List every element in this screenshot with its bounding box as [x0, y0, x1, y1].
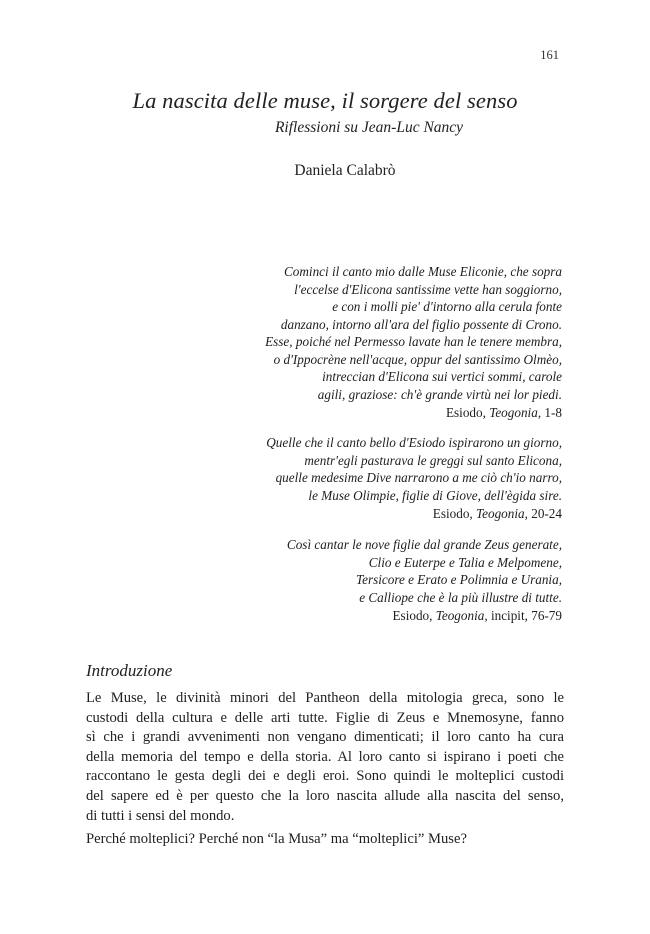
paragraph-line: raccontano le gesta degli dei e degli eroi. Sono quindi le molteplici custodi — [86, 768, 564, 785]
citation-author: Esiodo, — [392, 608, 433, 623]
article-subtitle: Riflessioni su Jean-Luc Nancy — [274, 119, 464, 136]
paragraph-line: sì che i grandi avvenimenti non vengano dimenticati; il loro canto ha cura — [86, 729, 564, 746]
verse-line: o d'Ippocrène nell'acque, oppur del santissimo Olmèo, — [273, 351, 562, 367]
section-heading: Introduzione — [86, 661, 173, 680]
epigraph-citation — [160, 607, 562, 625]
paragraph-line: custodi della cultura e delle arti tutte. Figlie di Zeus e Mnemosyne, fanno — [86, 709, 564, 726]
citation-author: Esiodo, — [445, 405, 486, 420]
paragraph-line: di tutti i sensi del mondo. — [86, 807, 235, 824]
epigraph-1 — [160, 263, 562, 422]
verse-line: quelle medesime Dive narrarono a me ciò ch'io narro, — [275, 470, 562, 485]
epigraph-citation — [160, 404, 562, 422]
verse-line: Così cantar le nove figlie dal grande Zeus generate, — [286, 537, 562, 552]
verse-line: Cominci il canto mio dalle Muse Eliconie, che sopra — [284, 264, 562, 279]
verse-line: Tersicore e Erato e Polimnia e Urania, — [356, 572, 562, 587]
paragraph-line: Le Muse, le divinità minori del Pantheon della mitologia greca, sono le — [86, 690, 564, 706]
paragraph-line: della memoria del tempo e della storia. Al loro canto si ispirano i poeti che — [86, 748, 564, 765]
paragraph-line: del sapere ed è per questo che la loro nascita allude alla nascita del senso, — [86, 787, 564, 804]
verse-line: Esse, poiché nel Permesso lavate han le tenere membra, — [265, 334, 562, 349]
citation-ref: , incipit, 76-79 — [484, 608, 562, 623]
verse-line: le Muse Olimpie, figlie di Giove, dell'ègida sire. — [308, 487, 562, 503]
citation-ref: , 20-24 — [524, 506, 562, 521]
verse-line: intreccian d'Elicona sui vertici sommi, carole — [322, 369, 562, 384]
article-title: La nascita delle muse, il sorgere del senso — [132, 88, 518, 113]
verse-line: mentr'egli pasturava le greggi sul santo Elicona, — [304, 452, 562, 468]
body-paragraph: Perché molteplici? Perché non “la Musa” ma “molteplici” Muse? — [86, 831, 467, 847]
verse-line: danzano, intorno all'ara del figlio possente di Crono. — [280, 316, 562, 332]
citation-work: Teogonia — [435, 608, 485, 623]
verse-line: e Calliope che è la più illustre di tutte. — [359, 589, 562, 605]
citation-author: Esiodo, — [432, 506, 473, 521]
citation-work: Teogonia — [476, 506, 525, 521]
verse-line: e con i molli pie' d'intorno alla cerula fonte — [332, 299, 562, 314]
epigraph-citation — [160, 505, 562, 523]
verse-line: agili, graziose: ch'è grande virtù nei lor piedi. — [317, 386, 562, 402]
verse-line: Clio e Euterpe e Talia e Melpomene, — [368, 554, 562, 570]
citation-work: Teogonia — [489, 405, 538, 420]
verse-line: l'eccelse d'Elicona santissime vette han soggiorno, — [294, 281, 562, 297]
epigraph-2 — [160, 434, 562, 523]
citation-ref: , 1-8 — [537, 405, 562, 420]
page-number: 161 — [540, 48, 559, 62]
verse-line: Quelle che il canto bello d'Esiodo ispirarono un giorno, — [266, 435, 562, 450]
author-name: Daniela Calabrò — [294, 162, 396, 179]
epigraph-3 — [160, 536, 562, 625]
body-paragraph — [86, 689, 564, 826]
